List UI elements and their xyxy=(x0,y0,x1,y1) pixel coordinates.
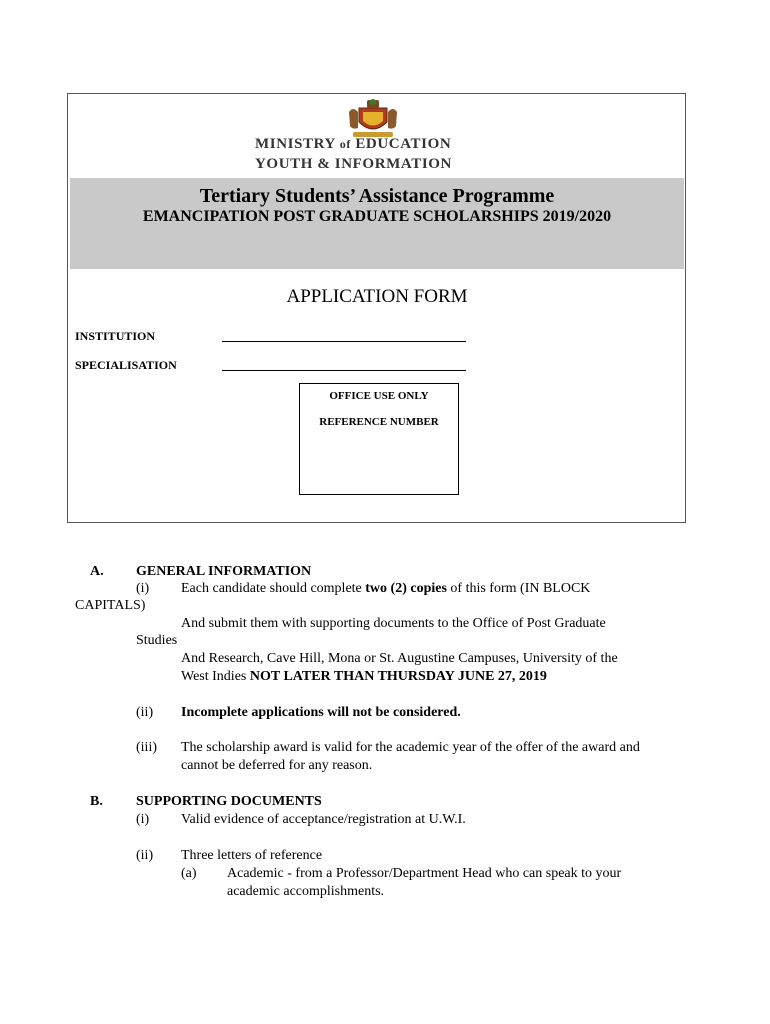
section-b-ii-text: Three letters of reference xyxy=(181,848,323,863)
section-a-i-line-1: Each candidate should complete two (2) copies of this form (IN BLOCK xyxy=(181,581,591,596)
coat-of-arms-icon xyxy=(345,98,401,140)
specialisation-label: SPECIALISATION xyxy=(75,358,177,372)
ministry-name-line-2: YOUTH & INFORMATION xyxy=(255,156,452,172)
section-a-i-line-3: And submit them with supporting documents to the Office of Post Graduate xyxy=(181,616,606,631)
office-use-label: OFFICE USE ONLY xyxy=(329,390,429,402)
section-b-a-number: (a) xyxy=(181,866,197,881)
section-b-ii-number: (ii) xyxy=(136,848,154,863)
reference-number-label: REFERENCE NUMBER xyxy=(319,416,439,428)
section-a-i-number: (i) xyxy=(136,581,150,596)
section-b-a-line-2: academic accomplishments. xyxy=(227,884,385,899)
section-b-heading: SUPPORTING DOCUMENTS xyxy=(136,794,322,809)
section-b-a-line-1: Academic - from a Professor/Department Head who can speak to your xyxy=(227,866,622,881)
programme-title: Tertiary Students’ Assistance Programme xyxy=(199,185,555,207)
section-a-heading: GENERAL INFORMATION xyxy=(136,564,312,579)
section-a-i-line-5: And Research, Cave Hill, Mona or St. Augustine Campuses, University of the xyxy=(181,651,618,666)
institution-field[interactable] xyxy=(222,340,466,342)
section-a-ii-number: (ii) xyxy=(136,705,154,720)
specialisation-field[interactable] xyxy=(222,369,466,371)
scholarship-title: EMANCIPATION POST GRADUATE SCHOLARSHIPS 2019/2020 xyxy=(142,208,612,225)
section-a-i-line-6: West Indies NOT LATER THAN THURSDAY JUNE 27, 2019 xyxy=(181,669,547,684)
section-a-ii-text: Incomplete applications will not be considered. xyxy=(181,705,461,720)
institution-label: INSTITUTION xyxy=(75,329,156,343)
ministry-name-line-1: MINISTRY of EDUCATION xyxy=(255,136,452,152)
section-b-i-number: (i) xyxy=(136,812,150,827)
form-title: APPLICATION FORM xyxy=(286,286,468,307)
section-a-i-line-4: Studies xyxy=(136,633,178,648)
section-b-letter: B. xyxy=(90,794,103,809)
section-b-i-text: Valid evidence of acceptance/registration at U.W.I. xyxy=(181,812,466,827)
section-a-letter: A. xyxy=(90,564,104,579)
section-a-i-line-2: CAPITALS) xyxy=(75,598,146,613)
section-a-iii-number: (iii) xyxy=(136,740,157,755)
section-a-iii-line-2: cannot be deferred for any reason. xyxy=(181,758,373,773)
section-a-iii-line-1: The scholarship award is valid for the academic year of the offer of the award and xyxy=(181,740,640,755)
